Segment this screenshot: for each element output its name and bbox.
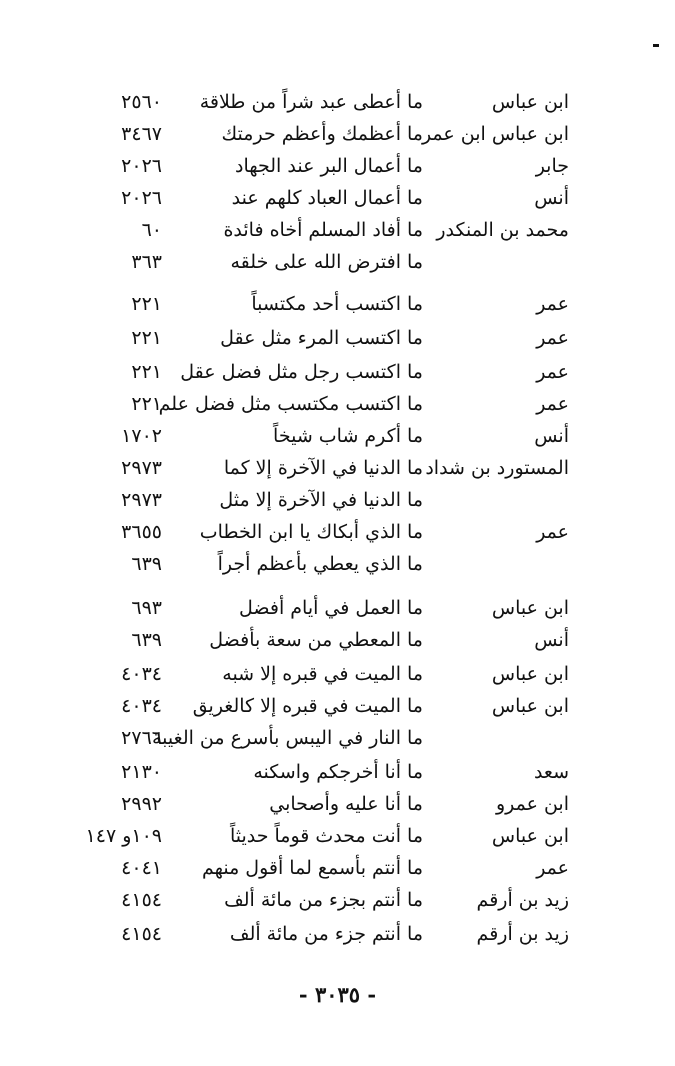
narrator: ابن عباس bbox=[491, 825, 569, 847]
hadith-text: ما أعمال البر عند الجهاد bbox=[235, 155, 423, 177]
index-row bbox=[0, 356, 675, 388]
narrator: ابن عباس bbox=[491, 91, 569, 113]
index-row bbox=[0, 690, 675, 722]
reference-number: ٦٣٩ bbox=[131, 553, 162, 575]
reference-number: ٦٩٣ bbox=[131, 597, 162, 619]
index-row bbox=[0, 788, 675, 820]
narrator: أنس bbox=[534, 187, 569, 209]
hadith-text: ما أعظمك وأعظم حرمتك bbox=[221, 123, 423, 145]
hadith-text: ما أفاد المسلم أخاه فائدة bbox=[223, 219, 423, 241]
reference-number: ٦٠ bbox=[141, 219, 162, 241]
index-row bbox=[0, 118, 675, 150]
reference-number: ٤٠٣٤ bbox=[121, 663, 162, 685]
reference-number: ٢٩٩٢ bbox=[121, 793, 162, 815]
index-row bbox=[0, 288, 675, 320]
index-row bbox=[0, 918, 675, 950]
index-row bbox=[0, 820, 675, 852]
reference-number: ٢٩٧٣ bbox=[121, 489, 162, 511]
reference-number: ٢٠٢٦ bbox=[121, 187, 162, 209]
index-row bbox=[0, 322, 675, 354]
index-row bbox=[0, 420, 675, 452]
narrator: سعد bbox=[533, 761, 569, 783]
index-row bbox=[0, 592, 675, 624]
narrator: أنس bbox=[534, 629, 569, 651]
page-number: - ٣٠٣٥ - bbox=[298, 982, 377, 1007]
index-row bbox=[0, 624, 675, 656]
narrator: ابن عباس ابن عمر bbox=[421, 123, 569, 145]
reference-number: ٢٢١ bbox=[131, 327, 162, 349]
reference-number: ١٠٩و ١٤٧ bbox=[85, 825, 162, 847]
reference-number: ٦٣٩ bbox=[131, 629, 162, 651]
index-row bbox=[0, 658, 675, 690]
narrator: المستورد بن شداد bbox=[425, 457, 569, 479]
index-row bbox=[0, 516, 675, 548]
reference-number: ٤٠٣٤ bbox=[121, 695, 162, 717]
hadith-text: ما النار في اليبس بأسرع من الغيبة bbox=[152, 727, 423, 749]
reference-number: ١٧٠٢ bbox=[121, 425, 162, 447]
reference-number: ٤١٥٤ bbox=[121, 923, 162, 945]
hadith-text: ما أنتم بجزء من مائة ألف bbox=[224, 889, 423, 911]
narrator: عمر bbox=[536, 521, 569, 543]
index-row bbox=[0, 246, 675, 278]
hadith-text: ما أنتم جزء من مائة ألف bbox=[229, 923, 423, 945]
hadith-text: ما أعمال العباد كلهم عند bbox=[231, 187, 423, 209]
hadith-text: ما أنتم بأسمع لما أقول منهم bbox=[201, 857, 423, 879]
reference-number: ٢١٣٠ bbox=[121, 761, 162, 783]
hadith-text: ما اكتسب أحد مكتسباً bbox=[251, 293, 423, 315]
hadith-text: ما أكرم شاب شيخاً bbox=[273, 425, 423, 447]
narrator: زيد بن أرقم bbox=[476, 889, 569, 911]
hadith-text: ما الذي أبكاك يا ابن الخطاب bbox=[199, 521, 423, 543]
index-row bbox=[0, 182, 675, 214]
hadith-text: ما الميت في قبره إلا شبه bbox=[222, 663, 423, 685]
index-row bbox=[0, 852, 675, 884]
hadith-text: ما أعطى عبد شراً من طلاقة bbox=[199, 91, 423, 113]
corner-mark bbox=[653, 44, 659, 47]
index-row bbox=[0, 388, 675, 420]
narrator: عمر bbox=[536, 293, 569, 315]
index-row bbox=[0, 86, 675, 118]
reference-number: ٢٥٦٠ bbox=[121, 91, 162, 113]
hadith-text: ما الذي يعطي بأعظم أجراً bbox=[217, 553, 423, 575]
hadith-text: ما اكتسب مكتسب مثل فضل علم bbox=[158, 393, 423, 415]
hadith-text: ما اكتسب رجل مثل فضل عقل bbox=[180, 361, 423, 383]
narrator: محمد بن المنكدر bbox=[436, 219, 569, 241]
narrator: جابر bbox=[535, 155, 569, 177]
index-row bbox=[0, 756, 675, 788]
narrator: زيد بن أرقم bbox=[476, 923, 569, 945]
hadith-text: ما الميت في قبره إلا كالغريق bbox=[192, 695, 423, 717]
narrator: عمر bbox=[536, 393, 569, 415]
narrator: عمر bbox=[536, 857, 569, 879]
reference-number: ٢٢١ bbox=[131, 293, 162, 315]
hadith-text: ما المعطي من سعة بأفضل bbox=[209, 629, 423, 651]
narrator: عمر bbox=[536, 361, 569, 383]
reference-number: ٣٦٥٥ bbox=[121, 521, 162, 543]
hadith-text: ما أنت محدث قوماً حديثاً bbox=[229, 825, 423, 847]
index-row bbox=[0, 484, 675, 516]
hadith-text: ما الدنيا في الآخرة إلا مثل bbox=[219, 489, 423, 511]
index-row bbox=[0, 214, 675, 246]
index-row bbox=[0, 452, 675, 484]
reference-number: ٢٧٦٦ bbox=[121, 727, 162, 749]
reference-number: ٤٠٤١ bbox=[121, 857, 162, 879]
index-row bbox=[0, 150, 675, 182]
index-row bbox=[0, 884, 675, 916]
reference-number: ٢٠٢٦ bbox=[121, 155, 162, 177]
reference-number: ٢٢١ bbox=[131, 361, 162, 383]
hadith-text: ما الدنيا في الآخرة إلا كما bbox=[223, 457, 423, 479]
reference-number: ٢٢١ bbox=[131, 393, 162, 415]
hadith-text: ما اكتسب المرء مثل عقل bbox=[220, 327, 423, 349]
reference-number: ٣٤٦٧ bbox=[121, 123, 162, 145]
narrator: عمر bbox=[536, 327, 569, 349]
hadith-text: ما أنا أخرجكم واسكنه bbox=[253, 761, 423, 783]
narrator: أنس bbox=[534, 425, 569, 447]
narrator: ابن عباس bbox=[491, 695, 569, 717]
reference-number: ٤١٥٤ bbox=[121, 889, 162, 911]
hadith-text: ما أنا عليه وأصحابي bbox=[269, 793, 423, 815]
index-row bbox=[0, 548, 675, 580]
reference-number: ٣٦٣ bbox=[131, 251, 162, 273]
hadith-text: ما العمل في أيام أفضل bbox=[239, 597, 423, 619]
narrator: ابن عباس bbox=[491, 597, 569, 619]
narrator: ابن عباس bbox=[491, 663, 569, 685]
hadith-text: ما افترض الله على خلقه bbox=[230, 251, 423, 273]
index-row bbox=[0, 722, 675, 754]
reference-number: ٢٩٧٣ bbox=[121, 457, 162, 479]
narrator: ابن عمرو bbox=[495, 793, 569, 815]
